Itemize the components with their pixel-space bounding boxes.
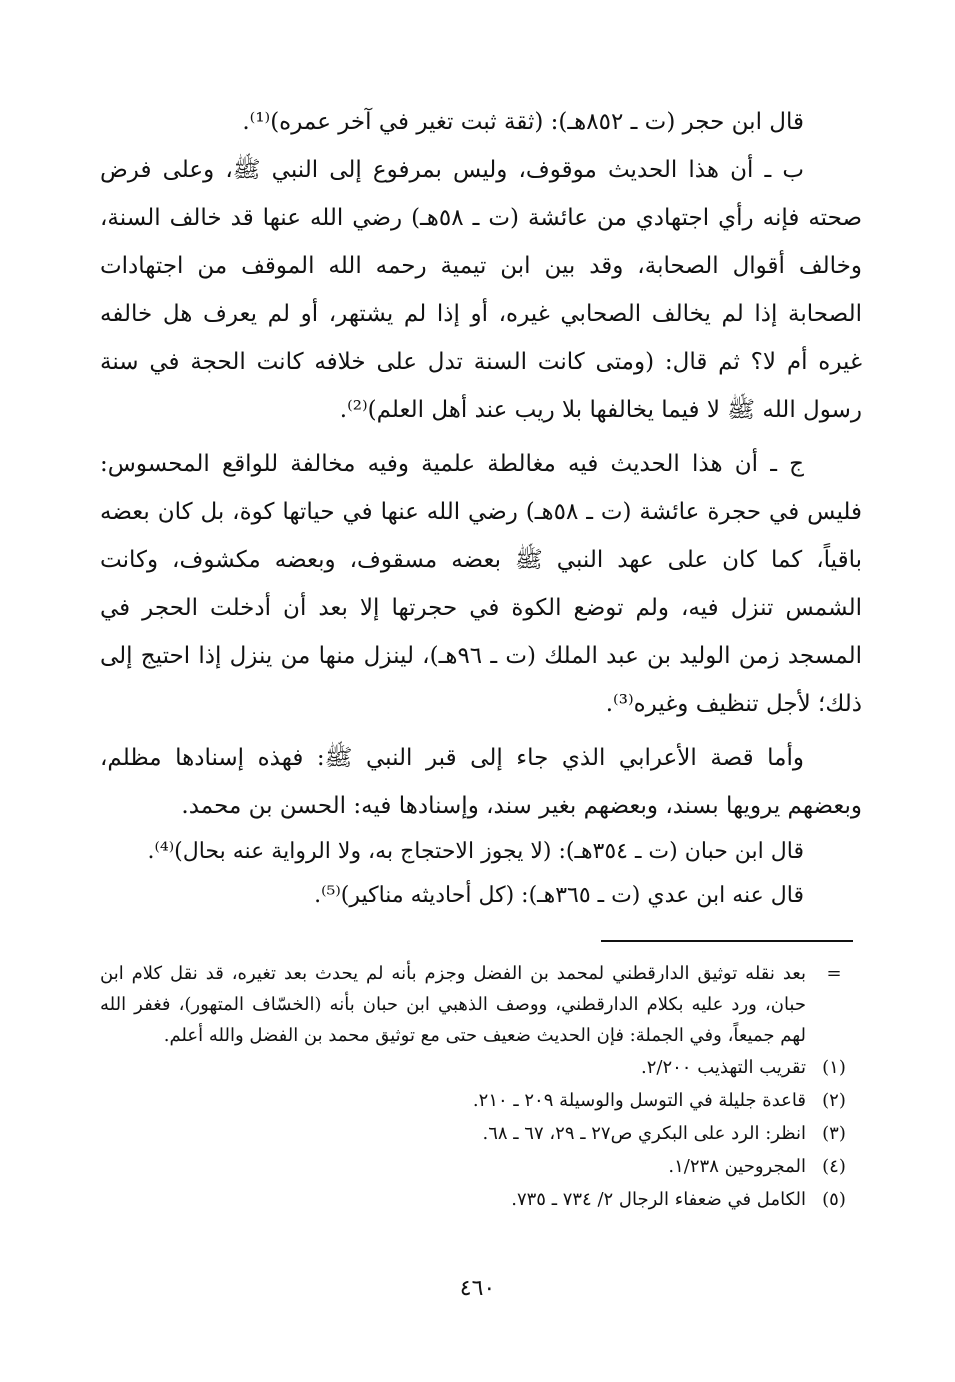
body-paragraph: ج ـ أن هذا الحديث فيه مغالطة علمية وفيه مخالفة للواقع المحسوس: فليس في حجرة عائشة (ت ـ ٥٨هـ) رضي الله عنها في حياتها كوة، بل كان بعضه باقياً، كما كان على عهد النبي ﷺ بعضه مسقوف، وبعضه مكشوف، وكانت الشمس تنزل فيه، ولم توضع الكوة في حجرتها إلا بعد أن أدخلت الحجر في المسجد زمن الوليد بن عبد الملك (ت ـ ٩٦هـ)، لينزل منها من ينزل إذا احتيج إلى ذلك؛ لأجل تنظيف وغيره⁽³⁾.: [100, 451, 862, 717]
footnote-number: (٢): [822, 1090, 846, 1111]
page-number: ٤٦٠: [459, 1276, 496, 1301]
footnote-number: (٥): [822, 1189, 846, 1210]
footnote-number: (١): [822, 1057, 846, 1078]
footnote-item: [100, 1117, 862, 1150]
footnote-continuation-text: بعد نقله توثيق الدارقطني لمحمد بن الفضل وجزم بأنه لم يحدث بعد تغيره، قد نقل كلام ابن حبان، ورد عليه بكلام الدارقطني، ووصف الذهبي ابن حبان بأنه (الخسّاف المتهور)، فغفر الله لهم جميعاً، وفي الجملة: فإن الحديث ضعيف حتى مع توثيق محمد بن الفضل والله أعلم.: [100, 963, 806, 1046]
footnote-text: انظر: الرد على البكري ص٢٧ ـ ٢٩، ٦٧ ـ ٦٨.: [482, 1123, 806, 1144]
footnote-item: [100, 1051, 862, 1084]
footnote-text: المجروحين ١/٢٣٨.: [668, 1156, 806, 1177]
footnote-number: (٤): [822, 1156, 846, 1177]
footnote-text: الكامل في ضعفاء الرجال ٢/ ٧٣٤ ـ ٧٣٥.: [511, 1189, 806, 1210]
body-paragraph: قال عنه ابن عدي (ت ـ ٣٦٥هـ): (كل أحاديثه مناكير)⁽⁵⁾.: [314, 883, 804, 908]
footnote-item: [100, 1183, 862, 1216]
main-text: [100, 98, 862, 918]
body-paragraph: ب ـ أن هذا الحديث موقوف، وليس بمرفوع إلى النبي ﷺ، وعلى فرض صحته فإنه رأي اجتهادي من عائشة (ت ـ ٥٨هـ) رضي الله عنها قد خالف السنة، وخالف أقوال الصحابة، وقد بين ابن تيمية رحمه الله الموقف من اجتهادات الصحابة إذا لم يخالف الصحابي غيره، أو إذا لم يشتهر، أو لم يعرف هل خالفه غيره أم لا؟ ثم قال: (ومتى كانت السنة تدل على خلافه كانت الحجة في سنة رسول الله ﷺ لا فيما يخالفها بلا ريب عند أهل العلم)⁽²⁾.: [100, 157, 862, 423]
footnote-item: [100, 1084, 862, 1117]
footnote-continuation: [100, 958, 862, 1051]
continuation-mark: =: [826, 963, 842, 984]
body-paragraph: قال ابن حجر (ت ـ ٨٥٢هـ): (ثقة ثبت تغير في آخر عمره)⁽¹⁾.: [242, 109, 804, 135]
footnote-item: [100, 1150, 862, 1183]
footnote-text: قاعدة جليلة في التوسل والوسيلة ٢٠٩ ـ ٢١٠.: [472, 1090, 806, 1111]
footnote-text: تقريب التهذيب ٢/٢٠٠.: [640, 1057, 806, 1078]
body-paragraph: وأما قصة الأعرابي الذي جاء إلى قبر النبي ﷺ: فهذه إسنادها مظلم، وبعضهم يرويها بسند، وبعضهم بغير سند، وإسنادها فيه: الحسن بن محمد.: [100, 745, 862, 819]
body-paragraph: قال ابن حبان (ت ـ ٣٥٤هـ): (لا يجوز الاحتجاج به، ولا الرواية عنه بحال)⁽⁴⁾.: [147, 839, 804, 864]
footnotes: [100, 958, 862, 1216]
footnote-separator: [601, 940, 853, 942]
footnote-number: (٣): [822, 1123, 846, 1144]
